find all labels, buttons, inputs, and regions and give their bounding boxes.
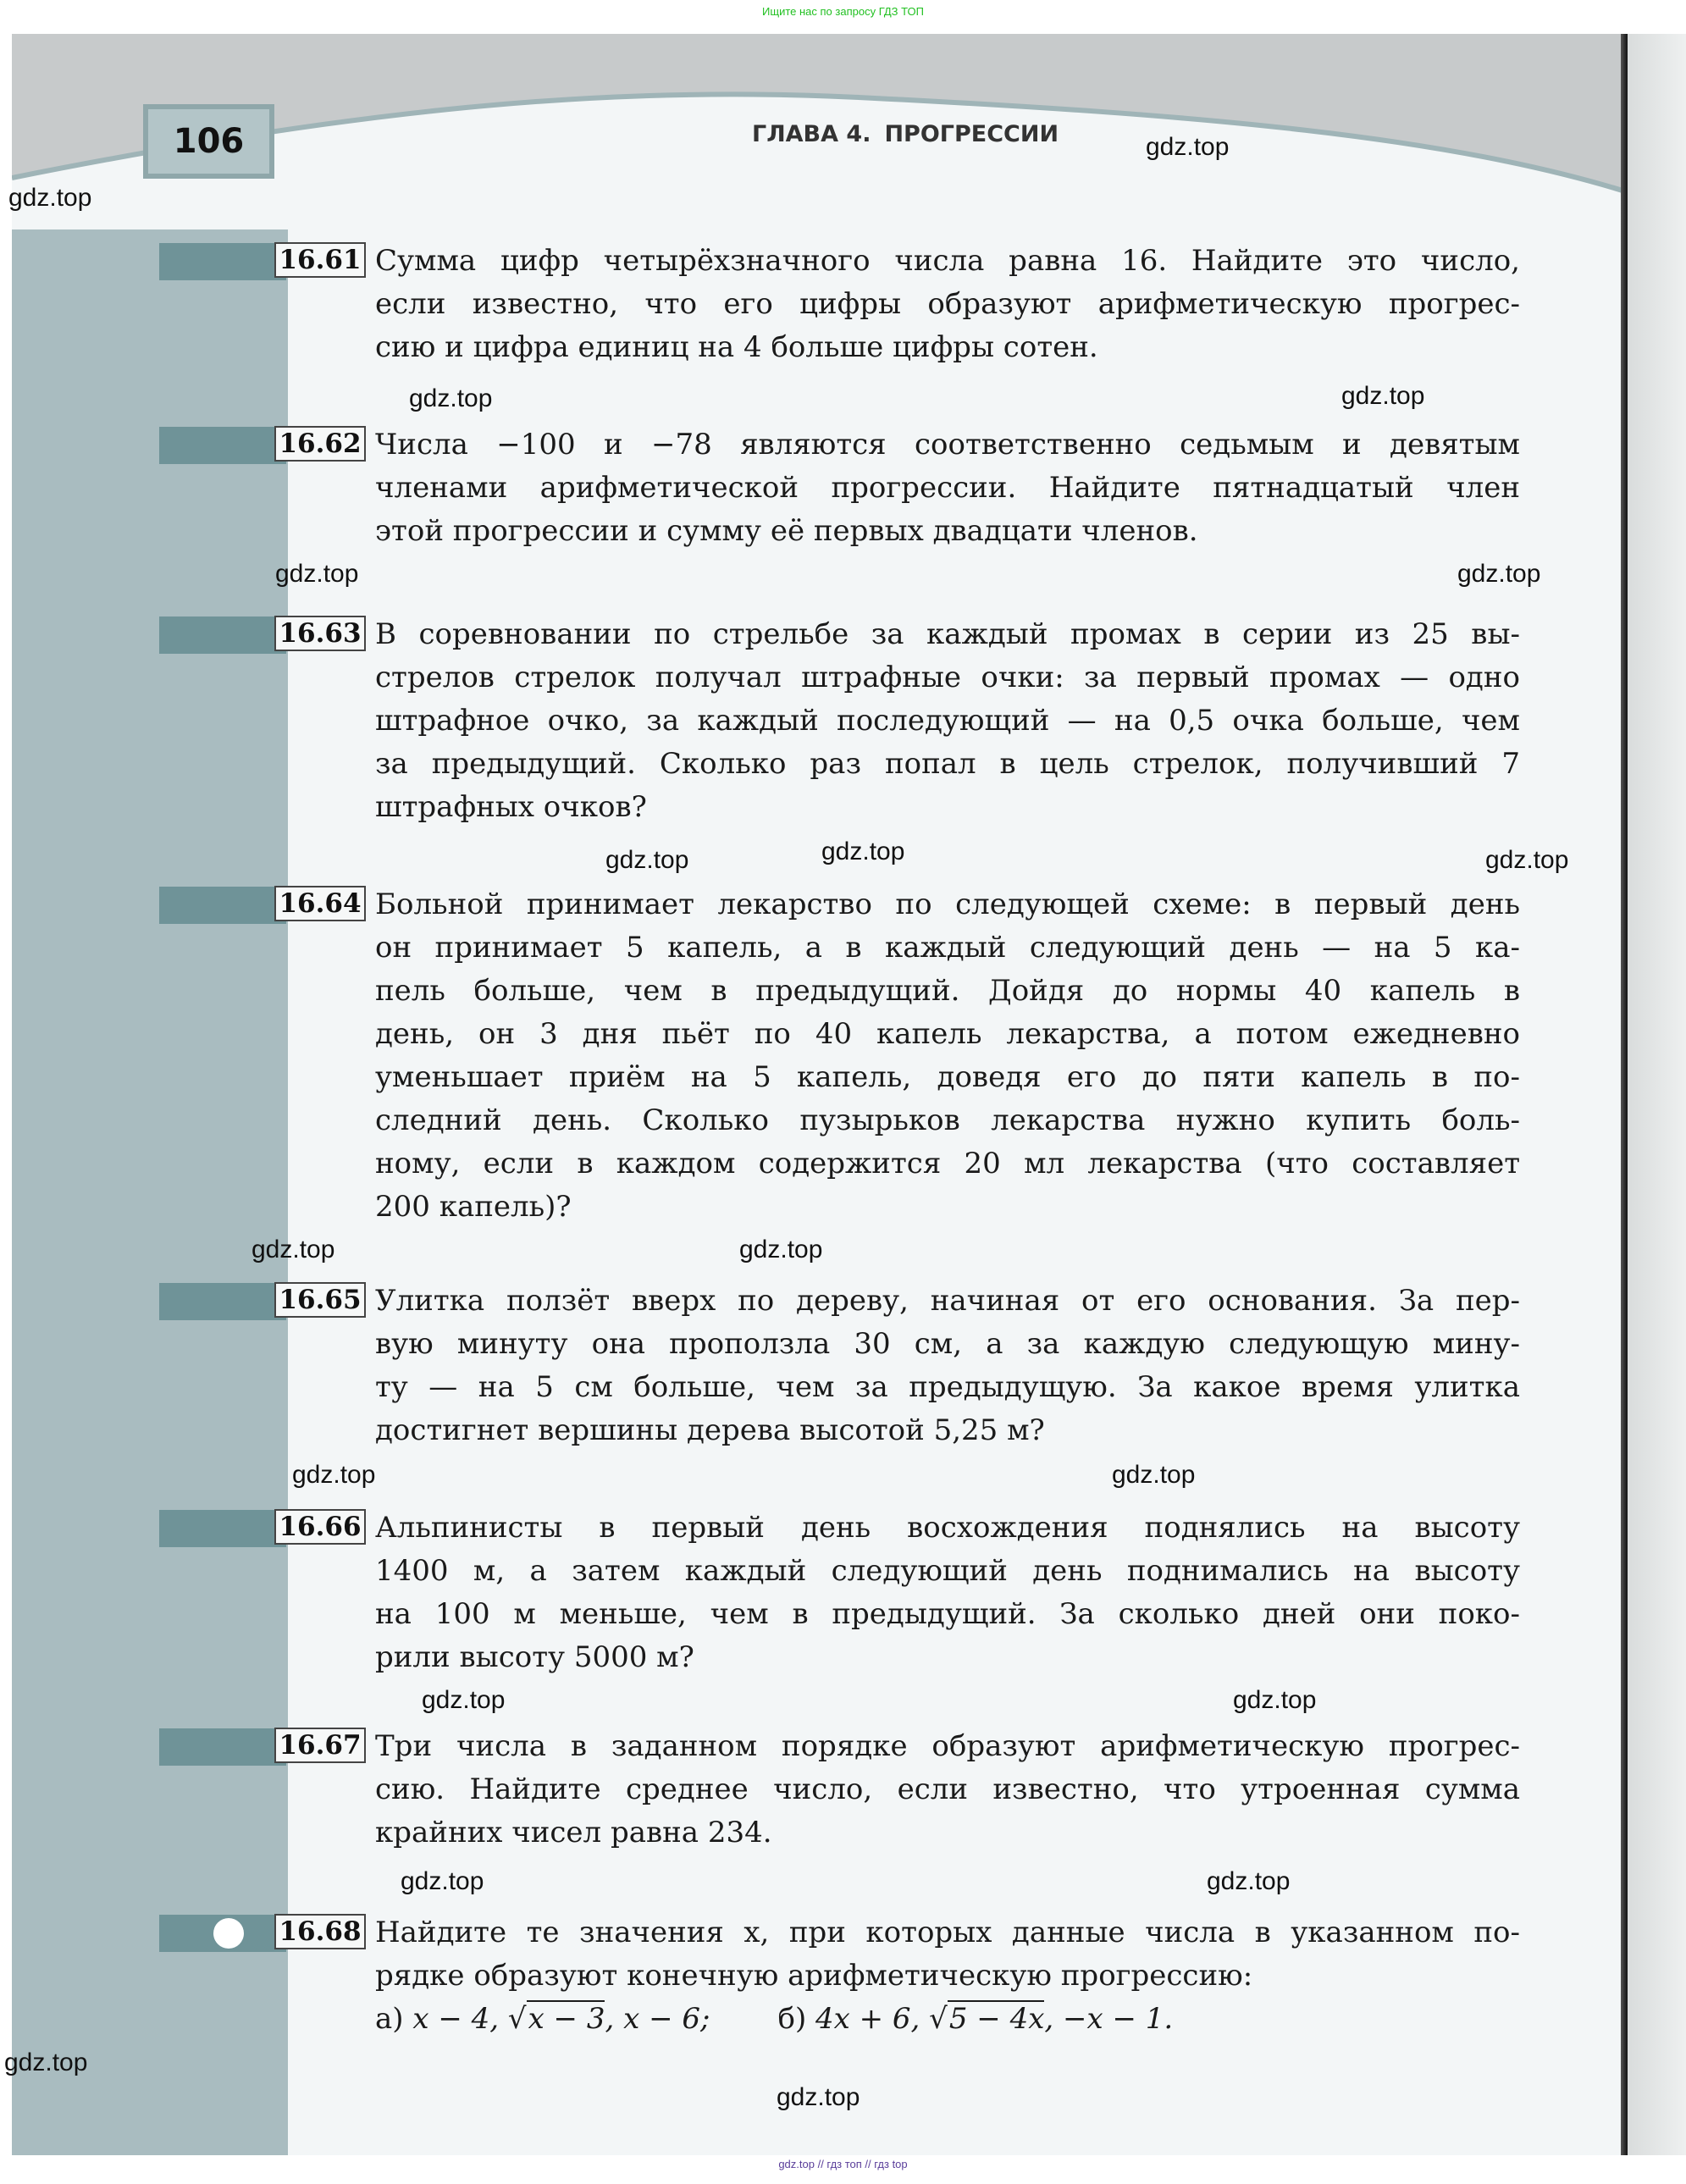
chapter-title [752, 121, 1072, 147]
page-number: 106 [143, 104, 274, 179]
part-b-label: б) [777, 2002, 807, 2036]
part-a-term-3: , x − 6; [605, 2002, 710, 2036]
text-line: членами арифметической прогрессии. Найдите пятнадцатый член [375, 471, 1520, 505]
watermark: gdz.top [1485, 846, 1569, 874]
problem-marker-strip [159, 1283, 286, 1320]
text-line: Найдите те значения x, при которых данные числа в указанном по- [375, 1916, 1520, 1949]
text-line: рили высоту 5000 м? [375, 1640, 694, 1674]
watermark: gdz.top [409, 384, 493, 412]
problem-text [375, 423, 1520, 553]
problem-text [375, 613, 1520, 829]
problem-number: 16.61 [274, 242, 366, 278]
top-banner: Ищите нас по запросу ГДЗ ТОП [762, 5, 924, 18]
part-a-label: а) [375, 2002, 404, 2036]
difficulty-circle-icon [213, 1918, 244, 1949]
watermark: gdz.top [821, 838, 905, 865]
watermark: gdz.top [1457, 560, 1541, 588]
chapter-name: ПРОГРЕССИИ [884, 121, 1059, 147]
problem-number: 16.68 [274, 1914, 366, 1949]
problem-marker-strip [159, 427, 286, 464]
text-line: рядке образуют конечную арифметическую прогрессию: [375, 1959, 1253, 1993]
next-page-edge [1628, 34, 1686, 2155]
problem-text [375, 1507, 1520, 1679]
part-b-term-1: 4x + 6, [815, 2002, 920, 2036]
problem-text [375, 240, 1520, 369]
watermark: gdz.top [275, 560, 359, 588]
text-line: стрелов стрелок получал штрафные очки: за первый промах — одно [375, 661, 1520, 694]
text-line: за предыдущий. Сколько раз попал в цель стрелок, получивший 7 [375, 747, 1520, 781]
chapter-label: ГЛАВА 4. [752, 121, 871, 147]
text-line: если известно, что его цифры образуют арифметическую прогрес- [375, 287, 1520, 321]
watermark: gdz.top [1341, 382, 1425, 410]
problem-marker-strip [159, 1510, 286, 1547]
watermark: gdz.top [8, 184, 92, 212]
part-a-root: x − 3 [528, 2002, 605, 2036]
problem-number: 16.63 [274, 616, 366, 651]
problem-number: 16.67 [274, 1728, 366, 1763]
text-line: Числа −100 и −78 являются соответственно седьмым и девятым [375, 428, 1520, 462]
watermark: gdz.top [1112, 1461, 1196, 1489]
left-margin-band [12, 229, 288, 2155]
problem-marker-strip [159, 243, 286, 280]
problem-marker-strip [159, 887, 286, 924]
text-line: этой прогрессии и сумму её первых двадцати членов. [375, 514, 1198, 548]
watermark: gdz.top [401, 1867, 484, 1895]
bottom-banner: gdz.top // гдз топ // гдз top [778, 2158, 908, 2170]
problem-text [375, 1911, 1520, 2041]
text-line: достигнет вершины дерева высотой 5,25 м? [375, 1413, 1045, 1447]
text-line: уменьшает приём на 5 капель, доведя его до пяти капель в по- [375, 1060, 1520, 1094]
watermark: gdz.top [4, 2049, 88, 2076]
text-line: 1400 м, а затем каждый следующий день поднимались на высоту [375, 1554, 1520, 1588]
text-line: штрафных очков? [375, 790, 647, 824]
part-a-term-1: x − 4, [412, 2002, 500, 2036]
watermark: gdz.top [1233, 1686, 1317, 1714]
watermark: gdz.top [1207, 1867, 1291, 1895]
watermark: gdz.top [1146, 133, 1230, 161]
problem-number: 16.66 [274, 1509, 366, 1545]
problem-marker-strip [159, 1728, 286, 1766]
problem-text [375, 883, 1520, 1229]
text-line: сию. Найдите среднее число, если известно, что утроенная сумма [375, 1772, 1520, 1806]
problem-formula: а) x − 4, √x − 3, x − 6; б) 4x + 6, √5 − 4x, −x − 1. [375, 2002, 1174, 2036]
text-line: Три числа в заданном порядке образуют арифметическую прогрес- [375, 1729, 1520, 1763]
part-b-root: 5 − 4x [948, 2002, 1045, 2036]
text-line: Сумма цифр четырёхзначного числа равна 16. Найдите это число, [375, 244, 1520, 278]
problem-text [375, 1725, 1520, 1855]
watermark: gdz.top [252, 1236, 335, 1263]
watermark: gdz.top [292, 1461, 376, 1489]
watermark: gdz.top [605, 846, 689, 874]
problem-number: 16.64 [274, 886, 366, 921]
watermark: gdz.top [777, 2083, 860, 2111]
text-line: крайних чисел равна 234. [375, 1816, 772, 1849]
text-line: штрафное очко, за каждый последующий — на 0,5 очка больше, чем [375, 704, 1520, 738]
text-line: В соревновании по стрельбе за каждый промах в серии из 25 вы- [375, 617, 1520, 651]
text-line: он принимает 5 капель, а в каждый следующий день — на 5 ка- [375, 931, 1520, 965]
text-line: Улитка ползёт вверх по дереву, начиная от его основания. За пер- [375, 1284, 1520, 1318]
text-line: Больной принимает лекарство по следующей схеме: в первый день [375, 887, 1520, 921]
text-line: день, он 3 дня пьёт по 40 капель лекарства, а потом ежедневно [375, 1017, 1520, 1051]
problem-number: 16.65 [274, 1282, 366, 1318]
book-spine [1621, 34, 1628, 2155]
text-line: 200 капель)? [375, 1190, 572, 1224]
text-line: сию и цифра единиц на 4 больше цифры сотен. [375, 330, 1098, 364]
problem-marker-strip [159, 616, 286, 654]
text-line: пель больше, чем в предыдущий. Дойдя до нормы 40 капель в [375, 974, 1520, 1008]
problem-number: 16.62 [274, 426, 366, 462]
text-line: вую минуту она проползла 30 см, а за каждую следующую мину- [375, 1327, 1520, 1361]
text-line: ту — на 5 см больше, чем за предыдущую. За какое время улитка [375, 1370, 1520, 1404]
text-line: Альпинисты в первый день восхождения поднялись на высоту [375, 1511, 1520, 1545]
problem-text [375, 1280, 1520, 1452]
text-line: на 100 м меньше, чем в предыдущий. За сколько дней они поко- [375, 1597, 1520, 1631]
text-line: ному, если в каждом содержится 20 мл лекарства (что составляет [375, 1147, 1520, 1180]
watermark: gdz.top [422, 1686, 506, 1714]
text-line: следний день. Сколько пузырьков лекарства нужно купить боль- [375, 1103, 1520, 1137]
watermark: gdz.top [739, 1236, 823, 1263]
part-b-term-3: , −x − 1. [1044, 2002, 1174, 2036]
